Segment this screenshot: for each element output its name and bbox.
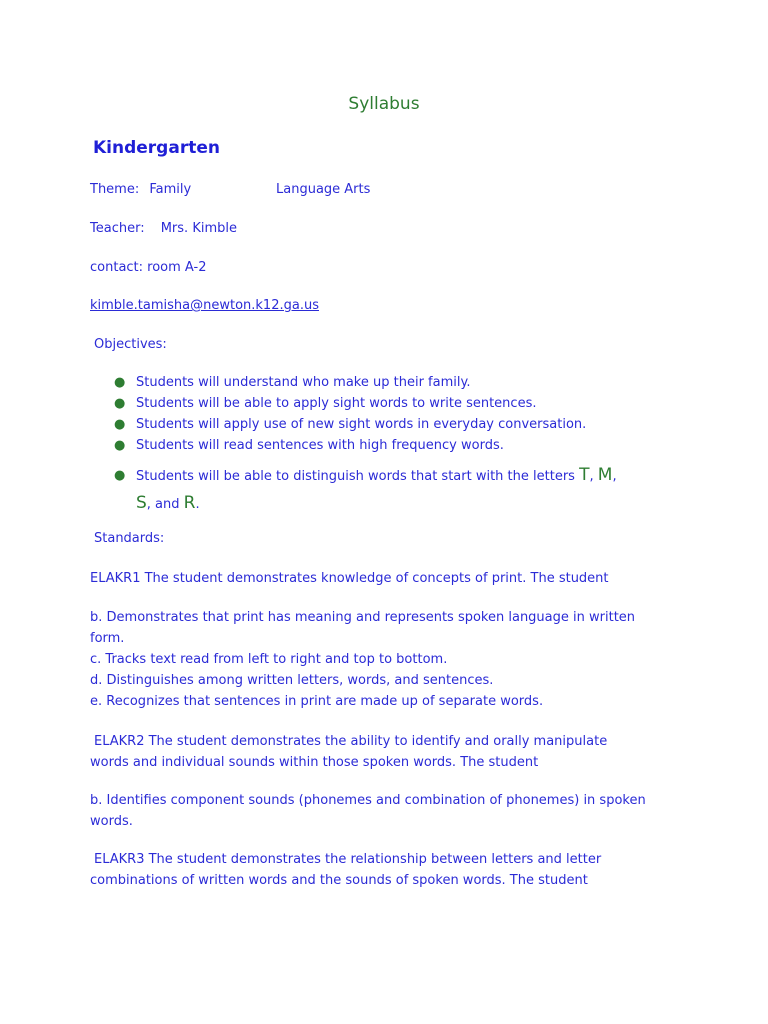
objective-item: ● Students will read sentences with high frequency words. (110, 435, 690, 456)
objective-item: ● Students will understand who make up their family. (110, 372, 690, 393)
letter-s: S (136, 493, 147, 513)
standard-elakr1-items: b. Demonstrates that print has meaning and represents spoken language in written form. c. Tracks text read from left to right and top to bottom. d. Distinguishes among written letters, words, and sentences. e. Recognizes that sentences in print are made up of separate words. (90, 610, 636, 709)
objective-item: ● Students will be able to apply sight words to write sentences. (110, 393, 690, 414)
theme-line (90, 182, 191, 197)
bullet-icon: ● (114, 417, 126, 432)
theme-value: Family (149, 182, 192, 197)
standards-heading: Standards: (94, 531, 165, 546)
standard-elakr1: ELAKR1 The student demonstrates knowledge of concepts of print. The student (90, 571, 609, 586)
bullet-icon: ● (114, 438, 126, 453)
bullet-icon: ● (114, 396, 126, 411)
objectives-heading: Objectives: (94, 337, 167, 352)
standard-elakr2-b: b. Identifies component sounds (phonemes and combination of phonemes) in spoken words. (90, 793, 646, 829)
contact-line: contact: room A-2 (90, 260, 207, 275)
theme-label: Theme: (90, 182, 140, 197)
bullet-icon: ● (114, 468, 126, 483)
letter-r: R (183, 493, 196, 513)
subject-label: Language Arts (276, 182, 371, 197)
letter-t: T (579, 465, 590, 485)
teacher-label: Teacher: (90, 221, 145, 236)
email-link[interactable]: kimble.tamisha@newton.k12.ga.us (90, 298, 319, 313)
bullet-icon: ● (114, 375, 126, 390)
teacher-line (90, 221, 237, 236)
standard-elakr2: ELAKR2 The student demonstrates the ability to identify and orally manipulate words and individual sounds within those spoken words. The student (90, 734, 608, 770)
grade-heading: Kindergarten (93, 138, 220, 158)
objective-item-letters: ● Students will be able to distinguish words that start with the letters T, M, S, and R. (110, 462, 690, 518)
objective-item: ● Students will apply use of new sight words in everyday conversation. (110, 414, 690, 435)
teacher-value: Mrs. Kimble (160, 221, 237, 236)
letter-m: M (597, 465, 613, 485)
page-title: Syllabus (348, 94, 420, 114)
objectives-list (110, 372, 690, 518)
standard-elakr3: ELAKR3 The student demonstrates the relationship between letters and letter combinations of written words and the sounds of spoken words. The student (90, 852, 602, 888)
